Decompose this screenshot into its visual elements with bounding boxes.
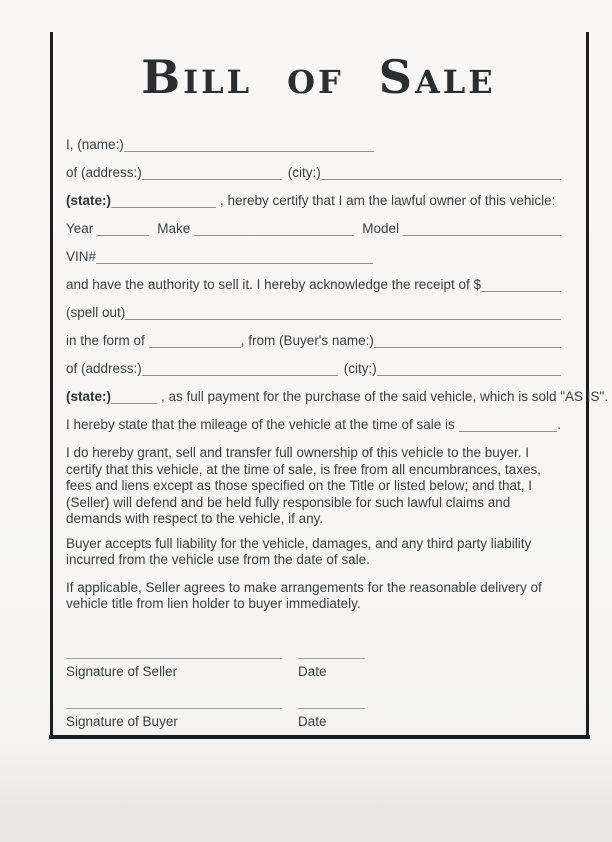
buyer-date-label: Date: [298, 713, 327, 729]
form-row-receipt: [66, 271, 561, 299]
city-blank-line: [321, 179, 561, 180]
mileage-period: .: [557, 417, 561, 432]
buyer-name-blank-line: [374, 347, 561, 348]
make-blank-line: [194, 235, 354, 236]
seller-signature-label: Signature of Seller: [66, 663, 178, 679]
buyer-address-blank-line: [142, 375, 338, 376]
buyer-state-blank-line: [111, 403, 157, 404]
model-blank-line: [403, 235, 561, 236]
year-blank-line: [97, 235, 149, 236]
mileage-blank-line: [459, 431, 558, 432]
buyer-city-blank-line: [377, 375, 561, 376]
form-row-mileage: [66, 411, 561, 439]
city-label: (city:): [287, 165, 321, 180]
amount-blank-line: [481, 291, 561, 292]
form-row-spell-out: [66, 299, 561, 327]
make-label: Make: [157, 221, 191, 236]
form-of-label: in the form of: [66, 333, 145, 348]
form-row-buyer-state: [66, 383, 609, 411]
page-border-bottom: [49, 735, 590, 739]
address-label: of (address:): [66, 165, 142, 180]
liability-paragraph: Buyer accepts full liability for the vehicle, damages, and any third party liability incurred from the vehicle use from the date of sale.: [66, 535, 532, 567]
ownership-paragraph: I do hereby grant, sell and transfer full ownership of this vehicle to the buyer. I certify that this vehicle, at the time of sale, is free from all encumbrances, taxes, fees and liens except as those specified on the Title or listed below; and that, I (Seller) will defend and be held fully responsible for such lawful claims and demands with respect to the vehicle, if any.: [66, 445, 541, 526]
buyer-signature-label: Signature of Buyer: [66, 713, 178, 729]
state-label: (state:): [66, 193, 112, 208]
seller-signature-row: [66, 658, 561, 679]
form-row-address: [66, 159, 561, 187]
address-blank-line: [142, 179, 282, 180]
payment-form-blank-line: [149, 347, 241, 348]
page-border-left: [50, 32, 53, 739]
form-row-buyer-address: [66, 355, 561, 383]
name-blank-line: [124, 151, 374, 152]
certify-text: , hereby certify that I am the lawful owner of this vehicle:: [220, 193, 556, 208]
buyer-date-block: [298, 708, 365, 729]
seller-signature-block: [66, 658, 282, 679]
buyer-signature-row: [66, 708, 561, 729]
mileage-text: I hereby state that the mileage of the vehicle at the time of sale is: [66, 417, 455, 432]
receipt-text: and have the authority to sell it. I hereby acknowledge the receipt of $: [66, 277, 482, 292]
spell-out-label: (spell out): [66, 305, 126, 320]
form-row-payment-form: [66, 327, 561, 355]
seller-date-block: [298, 658, 365, 679]
buyer-name-label: , from (Buyer's name:): [240, 333, 374, 348]
spell-out-blank-line: [125, 319, 561, 320]
form-row-name: [66, 131, 561, 159]
form-body: [66, 131, 609, 729]
year-label: Year: [66, 221, 94, 236]
form-row-vin: [66, 243, 561, 271]
buyer-city-label: (city:): [343, 361, 377, 376]
vin-blank-line: [96, 263, 373, 264]
buyer-address-label: of (address:): [66, 361, 142, 376]
buyer-state-label: (state:): [66, 389, 112, 404]
form-row-state: [66, 187, 561, 215]
state-blank-line: [111, 207, 216, 208]
vin-label: VIN#: [66, 249, 97, 264]
document-title: Bill of Sale: [141, 50, 496, 104]
name-label: I, (name:): [66, 137, 124, 152]
payment-text: , as full payment for the purchase of the said vehicle, which is sold "AS IS".: [161, 389, 609, 404]
buyer-signature-block: [66, 708, 282, 729]
delivery-paragraph: If applicable, Seller agrees to make arrangements for the reasonable delivery of vehicle title from lien holder to buyer immediately.: [66, 579, 542, 611]
model-label: Model: [362, 221, 400, 236]
form-row-vehicle: [66, 215, 561, 243]
seller-date-label: Date: [298, 663, 327, 679]
